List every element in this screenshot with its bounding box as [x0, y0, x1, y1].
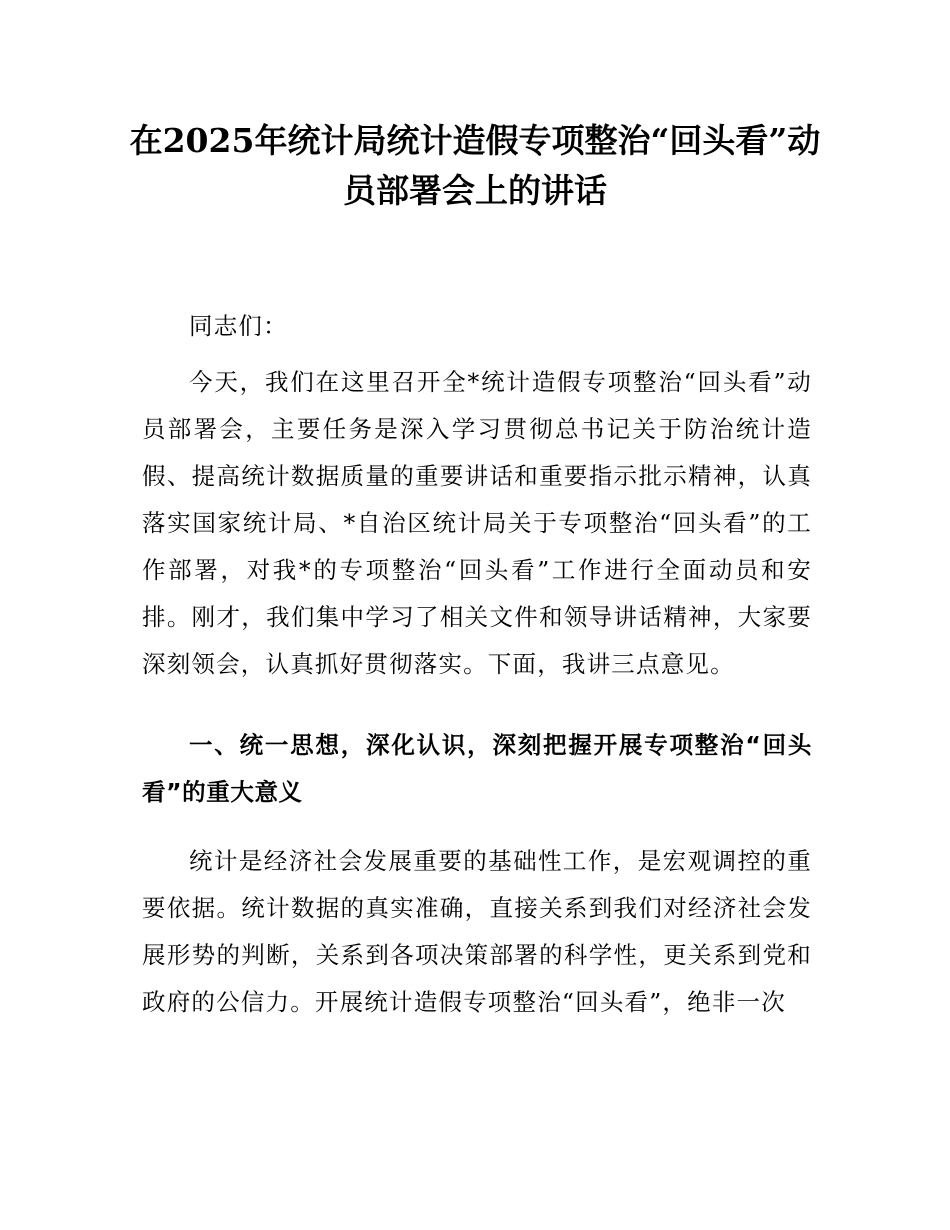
section-heading-1: 一、统一思想，深化认识，深刻把握开展专项整治“回头看”的重大意义 [142, 731, 812, 806]
paragraph-section-1: 统计是经济社会发展重要的基础性工作，是宏观调控的重要依据。统计数据的真实准确，直接关系到我们对经济社会发展形势的判断，关系到各项决策部署的科学性，更关系到党和政府的公信力。开展统计造假专项整治“回头看”，绝非一次 [142, 847, 812, 1016]
document-title: 在2025年统计局统计造假专项整治“回头看”动员部署会上的讲话 [129, 121, 821, 210]
paragraph-intro: 今天，我们在这里召开全*统计造假专项整治“回头看”动员部署会，主要任务是深入学习贯彻总书记关于防治统计造假、提高统计数据质量的重要讲话和重要指示批示精神，认真落实国家统计局、*自治区统计局关于专项整治“回头看”的工作部署，对我*的专项整治“回头看”工作进行全面动员和安排。刚才，我们集中学习了相关文件和领导讲话精神，大家要深刻领会，认真抓好贯彻落实。下面，我讲三点意见。 [142, 368, 812, 678]
salutation: 同志们： [189, 312, 288, 340]
